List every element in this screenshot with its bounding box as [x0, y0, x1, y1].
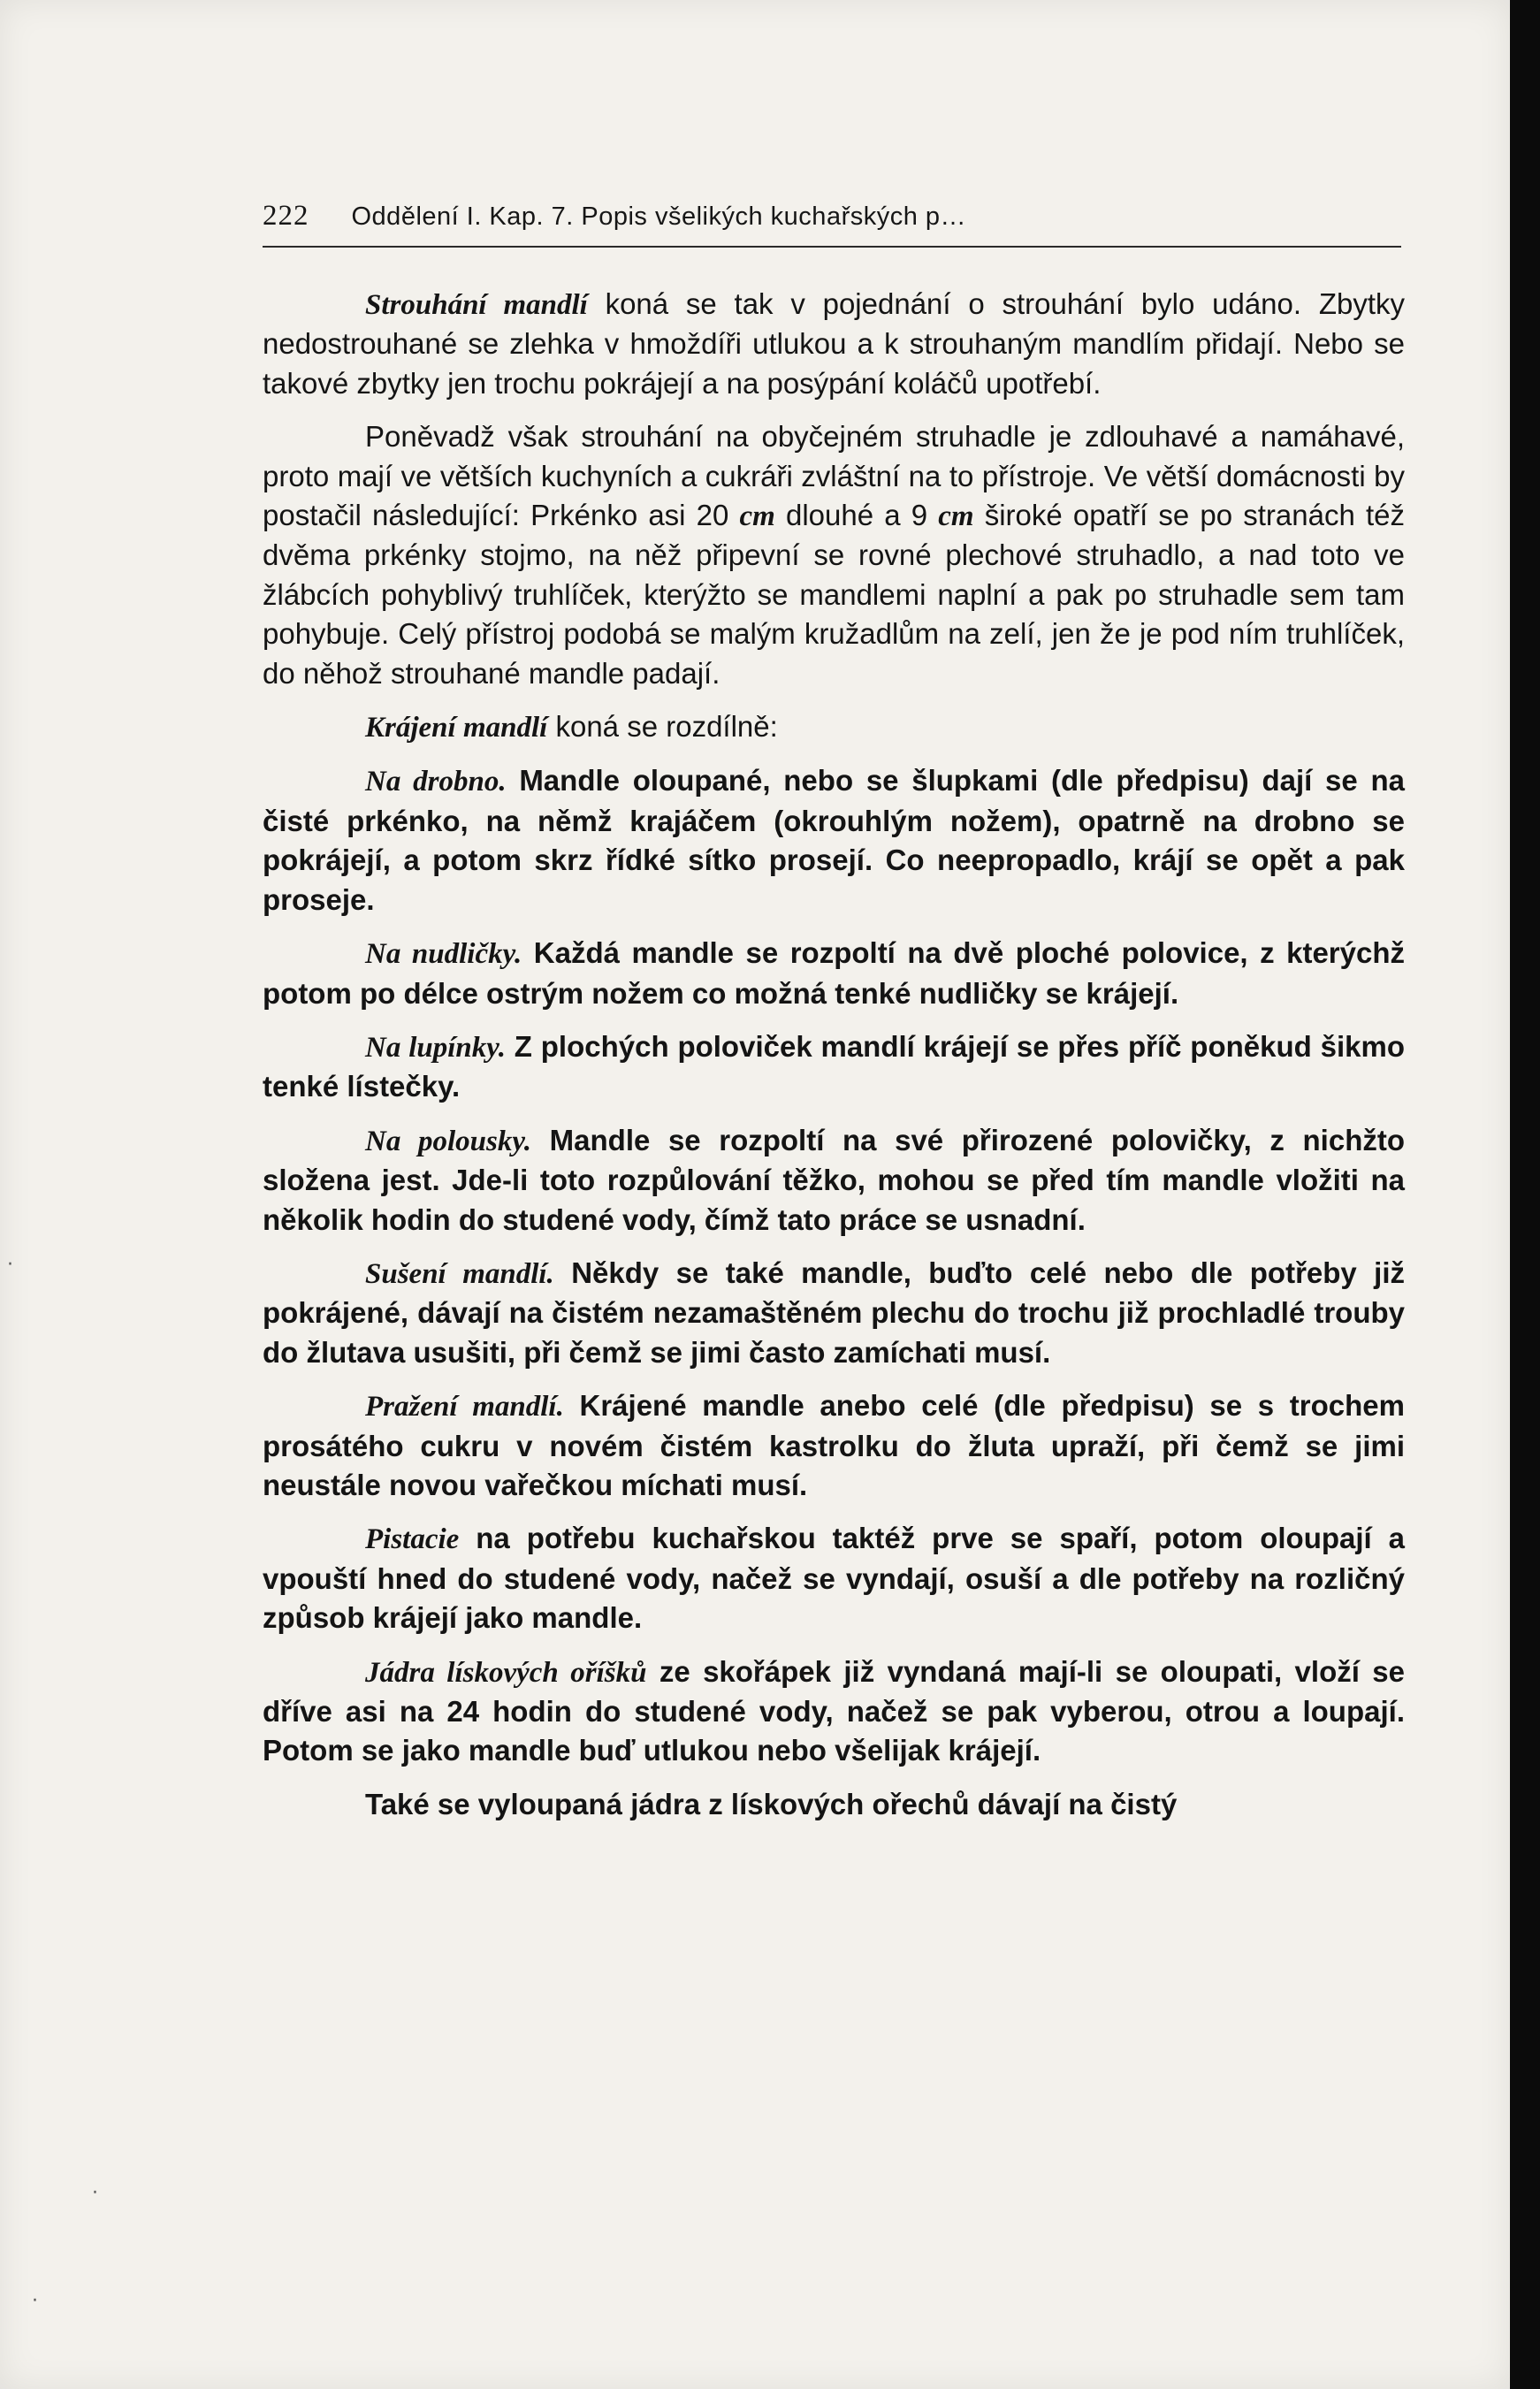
paragraph-text: Někdy se také mandle, buďto celé nebo dle potřeby již pokrájené, dávají na čistém nezamaštěném plechu do trochu již prochladlé trouby do žlutava usušiti, při čemž se jimi často zamíchati musí. — [263, 1256, 1406, 1369]
paragraph-text: Krájené mandle anebo celé (dle předpisu) se s trochem prosátého cukru v novém čistém kastrolku do žluta upraží, při čemž se jimi neustále novou vařečkou míchati musí. — [263, 1389, 1405, 1501]
paragraph-text: ze skořápek již vyndaná mají-li se oloupati, vloží se dříve asi na 24 hodin do studené vody, načež se pak vyberou, otrou a loupají. Potom se jako mandle buď utlukou nebo všelijak krájejí. — [263, 1654, 1405, 1767]
paragraph-text: Každá mandle se rozpoltí na dvě ploché polovice, z kterýchž potom po délce ostrým nožem co možná tenké nudličky se krájejí. — [263, 936, 1405, 1010]
scan-speck-icon: · — [92, 2182, 98, 2204]
unit-cm: cm — [739, 500, 775, 533]
paragraph-lead: Strouhání mandlí — [365, 289, 588, 321]
paragraph-text: Mandle se rozpoltí na své přirozené polovičky, z nichžto složena jest. Jde-li toto rozpůlování těžko, mohou se před tím mandle vložiti na několik hodin do studené vody, čímž tato práce se usnadní. — [263, 1123, 1405, 1236]
paragraph-lead: Jádra lískových oříšků — [365, 1656, 647, 1689]
paragraph-take — [263, 1785, 1405, 1824]
paragraph-lead: Na nudličky. — [365, 938, 522, 971]
page-header — [263, 200, 1403, 244]
scan-speck-icon: · — [32, 2290, 38, 2312]
paragraph-text: Mandle oloupané, nebo se šlupkami (dle předpisu) dají se na čisté prkénko, na němž krajáčem (okrouhlým nožem), opatrně na drobno se pokrájejí, a potom skrz řídké sítko prosejí. Co neepropadlo, krájí se opět a pak proseje. — [263, 764, 1405, 916]
paragraph-text: Poněvadž však strouhání na obyčejném struhadle je zdlouhavé a namáhavé, proto mají ve větších kuchyních a cukráři zvláštní na to přístroje. Ve větší domácnosti by postačil následující: Prkénko asi 20 — [263, 420, 1405, 532]
paragraph-text: koná se tak v pojednání o strouhání bylo udáno. Zbytky nedostrouhané se zlehka v hmoždíři utlukou a k strouhaným mandlím přidají. Nebo se takové zbytky jen trochu pokrájejí a na posýpání koláčů upotřebí. — [263, 287, 1406, 400]
paragraph-lead: Krájení mandlí — [365, 712, 548, 744]
paragraph-krajeni — [263, 707, 1405, 747]
paragraph-lead: Pistacie — [365, 1523, 460, 1556]
paragraph-lead: Sušení mandlí. — [365, 1257, 554, 1290]
paragraph-na-polousky — [263, 1121, 1405, 1240]
paragraph-na-lupinky — [263, 1027, 1405, 1107]
paragraph-prazeni — [263, 1386, 1405, 1505]
body-text — [263, 285, 1405, 1838]
paragraph-text: koná se rozdílně: — [547, 710, 778, 744]
paragraph-text: na potřebu kuchařskou taktéž prve se spaří, potom oloupají a vpouští hned do studené vody, načež se vyndají, osuší a dle potřeby na rozličný způsob krájejí jako mandle. — [263, 1522, 1405, 1635]
paragraph-jadra — [263, 1652, 1405, 1771]
header-rule — [263, 246, 1401, 248]
scan-speck-icon: · — [7, 1254, 13, 1276]
paragraph-lead: Na polousky. — [365, 1125, 532, 1157]
paragraph-na-drobno — [263, 761, 1405, 920]
paragraph-text: široké opatří se po stranách též dvěma prkénky stojmo, na něž připevní se rovné plechové struhadlo, a nad toto ve žlábcích pohyblivý truhlíček, kterýžto se mandlemi naplní a pak po struhadle sem tam pohybuje. Celý přístroj podobá se malým kružadlům na zelí, jen že je pod ním truhlíček, do něhož strouhané mandle padají. — [263, 499, 1405, 690]
paragraph-pistacie — [263, 1519, 1405, 1637]
running-title: Oddělení I. Kap. 7. Popis všelikých kuchařských p… — [351, 202, 967, 231]
paragraph-lead: Na drobno. — [365, 766, 507, 798]
paragraph-lead: Na lupínky. — [365, 1031, 506, 1064]
paragraph-na-nudlicky — [263, 934, 1405, 1013]
paragraph-text: dlouhé a 9 — [774, 499, 939, 532]
paragraph-text: Z plochých poloviček mandlí krájejí se přes příč poněkud šikmo tenké lístečky. — [263, 1029, 1405, 1103]
paragraph-suseni — [263, 1254, 1405, 1372]
paragraph-lead: Pražení mandlí. — [365, 1391, 564, 1423]
scan-border — [1510, 0, 1540, 2389]
page-number: 222 — [263, 200, 309, 232]
paragraph-prkenko — [263, 417, 1405, 693]
paragraph-strouhani — [263, 285, 1405, 403]
paragraph-text: Také se vyloupaná jádra z lískových ořechů dávají na čistý — [365, 1787, 1178, 1820]
unit-cm: cm — [938, 500, 974, 533]
